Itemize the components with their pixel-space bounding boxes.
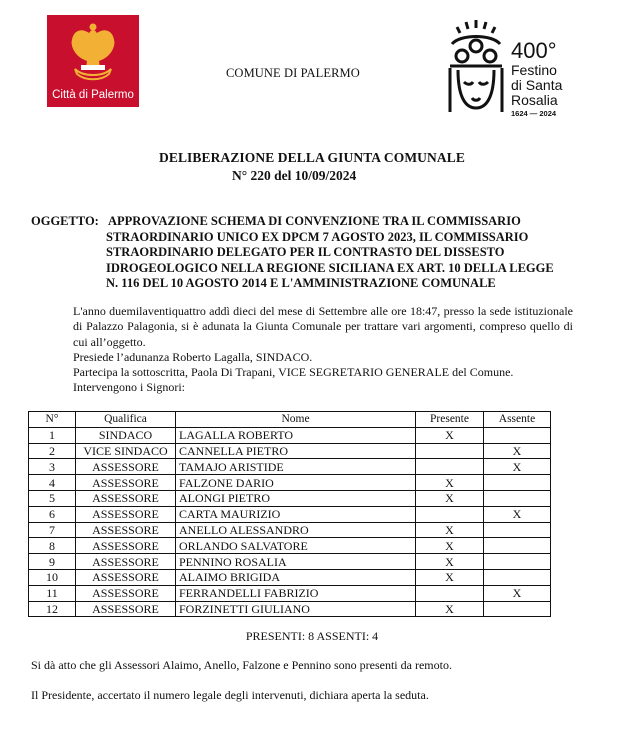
festino-line3: Rosalia [511,92,558,108]
table-row [29,459,551,475]
cell-nome: ALAIMO BRIGIDA [176,569,416,585]
cell-presente [416,585,484,601]
table-row [29,506,551,522]
cell-qualifica: ASSESSORE [76,506,176,522]
festino-santa-rosalia-logo [444,18,594,118]
cell-presente: X [416,569,484,585]
cell-nome: FORZINETTI GIULIANO [176,601,416,617]
cell-number: 10 [29,569,76,585]
attendance-table [28,411,551,617]
table-row [29,538,551,554]
oggetto-line: APPROVAZIONE SCHEMA DI CONVENZIONE TRA IL COMMISSARIO [108,214,521,228]
attendees-intro: Intervengono i Signori: [73,380,185,395]
logo-caption: Città di Palermo [52,89,134,101]
table-row [29,443,551,459]
cell-presente: X [416,538,484,554]
table-row [29,475,551,491]
cell-presente: X [416,522,484,538]
cell-number: 5 [29,490,76,506]
oggetto-line: STRAORDINARIO UNICO EX DPCM 7 AGOSTO 2023, IL COMMISSARIO [106,229,529,244]
cell-number: 1 [29,427,76,443]
header-qualifica: Qualifica [76,412,176,428]
document-title: DELIBERAZIONE DELLA GIUNTA COMUNALE [159,150,465,165]
cell-assente [484,475,551,491]
cell-number: 11 [29,585,76,601]
cell-assente: X [484,506,551,522]
cell-qualifica: ASSESSORE [76,538,176,554]
santa-rosalia-face-icon [444,18,508,114]
festino-years: 1624 — 2024 [511,109,557,118]
cell-qualifica: SINDACO [76,427,176,443]
attendance-totals: PRESENTI: 8 ASSENTI: 4 [245,629,379,643]
festino-line1: Festino [511,62,557,78]
cell-assente [484,490,551,506]
cell-number: 9 [29,554,76,570]
cell-presente: X [416,601,484,617]
cell-assente [484,427,551,443]
cell-nome: PENNINO ROSALIA [176,554,416,570]
cell-nome: FERRANDELLI FABRIZIO [176,585,416,601]
cell-assente [484,601,551,617]
cell-qualifica: ASSESSORE [76,601,176,617]
cell-presente [416,459,484,475]
table-row [29,522,551,538]
cell-nome: FALZONE DARIO [176,475,416,491]
cell-qualifica: ASSESSORE [76,554,176,570]
president-paragraph: Presiede l’adunanza Roberto Lagalla, SINDACO. [73,349,313,364]
oggetto-line: STRAORDINARIO DELEGATO PER IL CONTRASTO DEL DISSESTO [106,245,505,260]
cell-assente: X [484,585,551,601]
table-row [29,601,551,617]
oggetto-text [106,214,576,292]
cell-qualifica: ASSESSORE [76,490,176,506]
header-nome: Nome [176,412,416,428]
cell-assente [484,522,551,538]
cell-qualifica: ASSESSORE [76,475,176,491]
cell-number: 8 [29,538,76,554]
citta-di-palermo-logo [47,15,139,107]
cell-number: 12 [29,601,76,617]
body-text [73,304,573,396]
cell-presente [416,443,484,459]
festino-line2: di Santa [511,77,563,93]
cell-assente [484,554,551,570]
cell-nome: ORLANDO SALVATORE [176,538,416,554]
cell-presente: X [416,475,484,491]
header-number: N° [29,412,76,428]
cell-assente [484,569,551,585]
table-row [29,554,551,570]
cell-qualifica: ASSESSORE [76,459,176,475]
header-presente: Presente [416,412,484,428]
oggetto-line: IDROGEOLOGICO NELLA REGIONE SICILIANA EX ART. 10 DELLA LEGGE [106,260,554,275]
cell-presente: X [416,554,484,570]
remote-attendance-note: Si dà atto che gli Assessori Alaimo, Anello, Falzone e Pennino sono presenti da remoto. [31,658,452,672]
table-header-row [29,412,551,428]
cell-number: 7 [29,522,76,538]
cell-number: 3 [29,459,76,475]
cell-presente: X [416,490,484,506]
document-number-date: N° 220 del 10/09/2024 [232,168,357,183]
cell-nome: ALONGI PIETRO [176,490,416,506]
cell-nome: TAMAJO ARISTIDE [176,459,416,475]
festino-number: 400° [511,38,557,63]
session-paragraph: L'anno duemilaventiquattro addì dieci del mese di Settembre alle ore 18:47, presso la sede istituzionale di Palazzo Palagonia, si è adunata la Giunta Comunale per trattare vari argomenti, compreso quello di cui all’oggetto. [73,304,573,349]
cell-assente: X [484,459,551,475]
institution-name: COMUNE DI PALERMO [226,66,360,80]
oggetto-label: OGGETTO: [31,214,99,228]
cell-assente [484,538,551,554]
session-opened-note: Il Presidente, accertato il numero legale degli intervenuti, dichiara aperta la seduta. [31,688,429,702]
table-row [29,569,551,585]
secretary-paragraph: Partecipa la sottoscritta, Paola Di Trapani, VICE SEGRETARIO GENERALE del Comune. [73,365,514,380]
cell-nome: LAGALLA ROBERTO [176,427,416,443]
cell-number: 2 [29,443,76,459]
cell-assente: X [484,443,551,459]
table-row [29,585,551,601]
header-assente: Assente [484,412,551,428]
table-row [29,490,551,506]
cell-qualifica: ASSESSORE [76,522,176,538]
cell-nome: ANELLO ALESSANDRO [176,522,416,538]
oggetto-line: N. 116 DEL 10 AGOSTO 2014 E L'AMMINISTRAZIONE COMUNALE [106,276,496,291]
cell-presente: X [416,427,484,443]
cell-nome: CANNELLA PIETRO [176,443,416,459]
cell-nome: CARTA MAURIZIO [176,506,416,522]
table-row [29,427,551,443]
cell-presente [416,506,484,522]
cell-qualifica: ASSESSORE [76,585,176,601]
cell-qualifica: ASSESSORE [76,569,176,585]
cell-number: 4 [29,475,76,491]
cell-number: 6 [29,506,76,522]
eagle-emblem-icon [47,17,139,87]
cell-qualifica: VICE SINDACO [76,443,176,459]
